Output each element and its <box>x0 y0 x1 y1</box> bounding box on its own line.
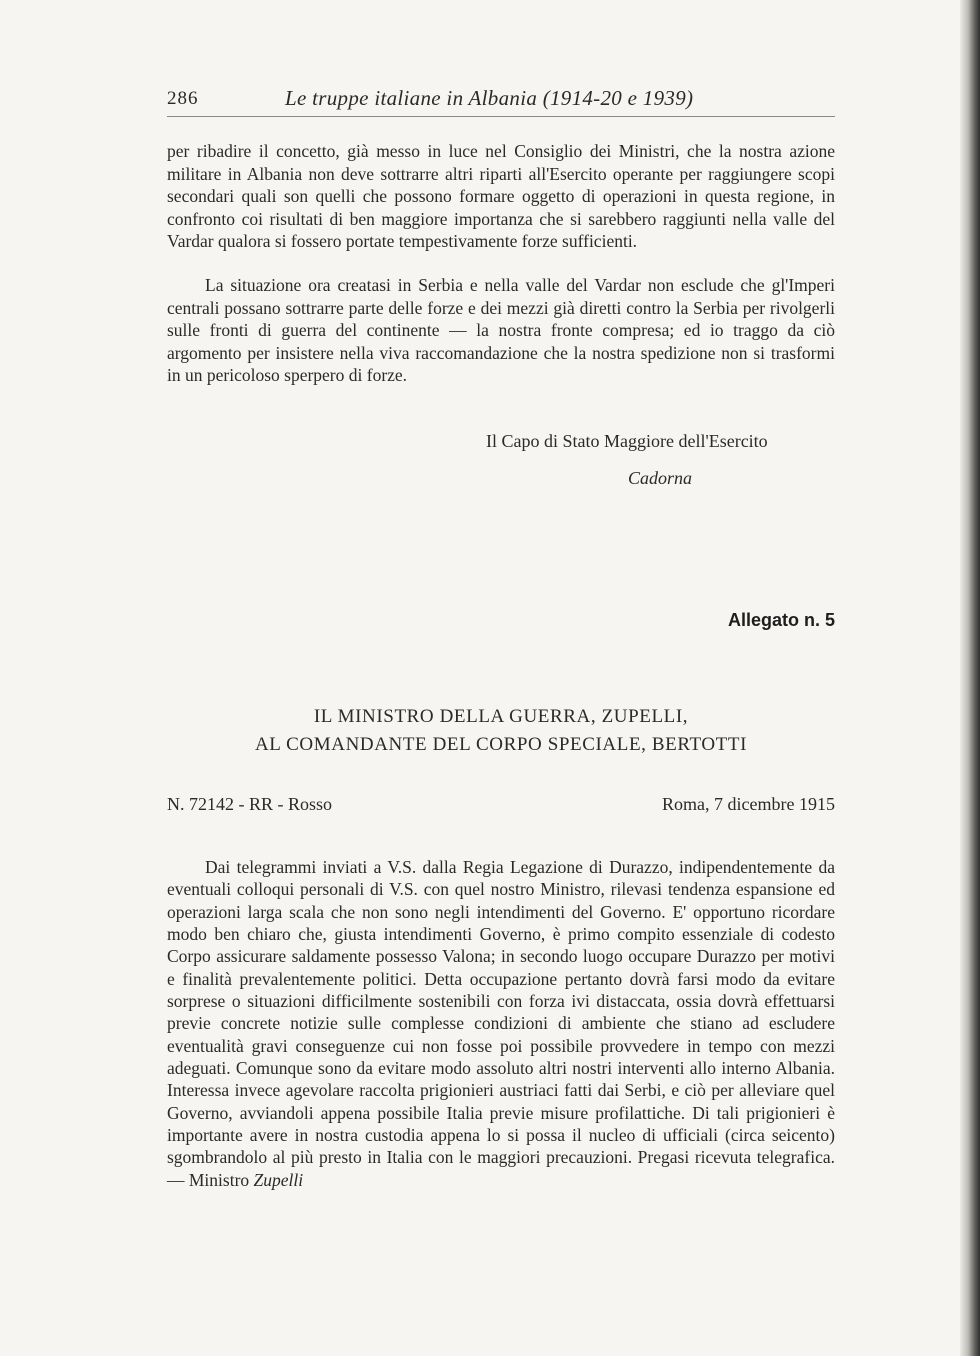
letter1-paragraph-2: La situazione ora creatasi in Serbia e nella valle del Vardar non esclude che gl'Imperi centrali possano sottrarre parte delle forze e dei mezzi già diretti contro la Serbia per rivolgerli sulle fronti di guerra del continente — la nostra fronte compresa; ed io traggo da ciò argomento per insistere nella viva raccomandazione che la nostra spedizione non si trasformi in un pericoloso sperpero di forze. <box>167 275 835 385</box>
letter2-heading-line-1: IL MINISTRO DELLA GUERRA, ZUPELLI, <box>313 706 689 727</box>
annex-label: Allegato n. 5 <box>727 610 835 630</box>
document-date: Roma, 7 dicembre 1915 <box>662 794 835 814</box>
page-binding-edge <box>960 0 980 1356</box>
letter1-paragraph-1: per ribadire il concetto, già messo in luce nel Consiglio dei Ministri, che la nostra azione militare in Albania non deve sottrarre altri riparti all'Esercito operante per raggiungere scopi secondari quali son quelli che possono formare oggetto di operazioni in questa regione, in confronto coi risultati di ben maggiore importanza che si sarebbero raggiunti nella valle del Vardar qualora si fossero portate tempestivamente forze sufficienti. <box>167 141 835 251</box>
page-number: 286 <box>167 88 199 109</box>
letter2-heading-line-2: AL COMANDANTE DEL CORPO SPECIALE, BERTOTTI <box>254 734 748 755</box>
letter2-body-signature: Zupelli <box>253 1169 304 1190</box>
signature-title: Il Capo di Stato Maggiore dell'Esercito <box>486 431 768 451</box>
document-reference: N. 72142 - RR - Rosso <box>167 794 333 814</box>
signature-name: Cadorna <box>628 468 693 488</box>
letter2-body-text: Dai telegrammi inviati a V.S. dalla Regia Legazione di Durazzo, indipendentemente da eventuali colloqui personali di V.S. con quel nostro Ministro, rilevasi tendenza espansione ed operazioni larga scala che non sono negli intendimenti del Governo. E' opportuno ricordare modo ben chiaro che, giusta intendimenti Governo, è primo compito essenziale di codesto Corpo assicurare saldamente possesso Valona; in secondo luogo occupare Durazzo per motivi e finalità prevalentemente politici. Detta occupazione pertanto dovrà farsi modo da evitare sorprese o situazioni difficilmente sostenibili con forza ivi distaccata, ossia dovrà effettuarsi previe concrete notizie sulle complesse condizioni di ambiente che stiano ad escludere eventualità gravi conseguenze cui non fosse poi possibile provvedere in tempo con mezzi adeguati. Comunque sono da evitare modo assoluto altri nostri interventi allo interno Albania. Interessa invece agevolare raccolta prigionieri austriaci fatti dai Serbi, e ciò per alleviare quel Governo, avviandoli appena possibile Italia previe misure profilattiche. Di tali prigionieri è importante avere in nostra custodia appena lo si possa il nucleo di ufficiali (circa seicento) sgombrandolo al più presto in Italia con le maggiori precauzioni. Pregasi ricevuta telegrafica. — Ministro <box>167 857 835 1190</box>
page-header <box>167 86 835 117</box>
letter2-body <box>167 856 835 1191</box>
running-title: Le truppe italiane in Albania (1914-20 e 1939) <box>285 86 694 110</box>
